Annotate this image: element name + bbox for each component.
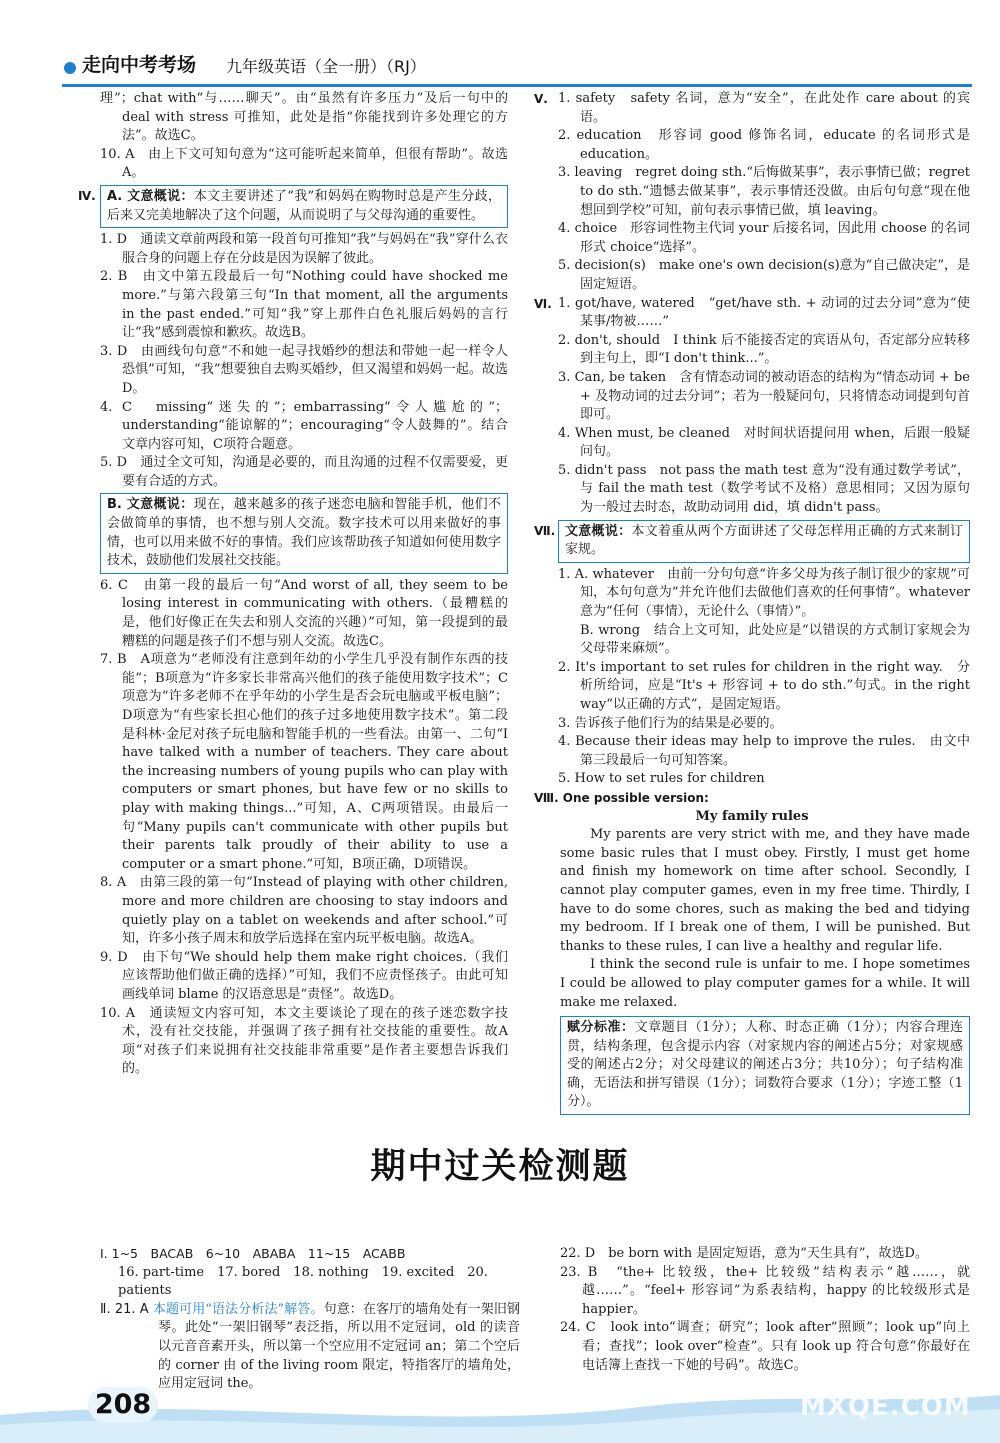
section-label: Ⅶ.: [534, 523, 556, 538]
midterm-left: [100, 1245, 520, 1394]
answer-item: 2. B 由文中第五段最后一句“Nothing could have shocked me more.”与第六段第三句“In that moment, all the arguments in the past ended.”可知“我”穿上那件白色礼服后妈妈的言行让“我”感到震惊和歉疚。故选B。: [100, 269, 508, 341]
answer-item: 3. leaving regret doing sth.“后悔做某事”，表示事情已做；regret to do sth.“遗憾去做某事”，表示事情还没做。由后句句意“现在他想回到学校”可知，前句表示事情已做，填 leaving。: [558, 165, 971, 218]
section-8-label: Ⅷ. One possible version:: [534, 790, 709, 805]
summary-label: A. 文意概说：: [107, 188, 194, 204]
answer-item: 3. D 由画线句句意“不和她一起寻找婚纱的想法和带她一起一样令人恐惧”可知，“我”想要独自去购买婚纱，但又渴望和妈妈一起。故选D。: [100, 343, 508, 396]
section-5: [534, 90, 970, 295]
answer-item: 23. B “the+ 比较级，the+ 比较级”结构表示“越……，就越……”。“feel+ 形容词”为系表结构，happy 的比较级形式是 happier。: [560, 1264, 970, 1317]
essay-paragraph: My parents are very strict with me, and they have made some basic rules that I must obey. Firstly, I must get home and finish my homework on time after school. Secondly, I cannot play computer games, even in my free time. Thirdly, I have to do some chores, such as making the bed and tidying my bedroom. If I break one of them, I will be punished. But thanks to these rules, I can live a healthy and regular life.: [560, 827, 970, 954]
answer-item: 9. D 由下句“We should help them make right choices.（我们应该帮助他们做正确的选择）”可知，我们不应责怪孩子。由此可知画线单词 blame 的汉语意思是“责怪”。故选D。: [100, 949, 508, 1002]
answer-line: Ⅰ. 1~5 BACAB 6~10 ABABA 11~15 ACABB: [100, 1246, 406, 1261]
answer-item: 2. It's important to set rules for children in the right way. 分析所给词，应是“It's + 形容词 + to do sth.”句式。in the right way“以正确的方式”，是固定短语。: [558, 659, 970, 712]
scoring-text: 文章题目（1分）；人称、时态正确（1分）；内容合理连贯，结构条理，包含提示内容（对家规内容的阐述占5分；对家规感受的阐述占2分；对父母建议的阐述占3分；共10分）；句子结构准确，无语法和拼写错误（1分）；词数符合要求（1分）；字迹工整（1分）。: [567, 1020, 963, 1110]
midterm-title: 期中过关检测题: [370, 1147, 630, 1187]
method-hint: 本题可用“语法分析法”解答。: [152, 1301, 324, 1317]
page-header: [0, 0, 1000, 90]
scoring-box: [560, 1016, 970, 1115]
answer-item: 22. D be born with 是固定短语，意为“天生具有”，故选D。: [560, 1246, 928, 1261]
essay-paragraph: I think the second rule is unfair to me. I hope sometimes I could be allowed to play computer games for a while. It will make me relaxed.: [560, 957, 970, 1010]
answer-line: 16. part-time 17. bored 18. nothing 19. excited 20. patients: [118, 1264, 488, 1299]
right-column: [534, 90, 970, 1118]
summary-text: 本文着重从两个方面讲述了父母怎样用正确的方式来制订家规。: [565, 523, 963, 558]
answer-item: 理”；chat with“与……聊天”。由“虽然有许多压力”及后一句中的 deal with stress 可推知，此处是指“你能找到许多处理它的方法”。故选C。: [100, 91, 508, 144]
answer-item: 4. When must, be cleaned 对时间状语提问用 when，后跟一般疑问句。: [558, 425, 970, 460]
answer-item: 3. Can, be taken 含有情态动词的被动语态的结构为“情态动词 + be + 及物动词的过去分词”；若为一般疑问句，只将情态动词提到句首即可。: [558, 369, 970, 423]
answer-item: 2. don't, should I think 后不能接否定的宾语从句，否定部分应转移到主句上，即“I don't think...”。: [558, 332, 970, 367]
answer-item: 5. How to set rules for children: [558, 771, 765, 787]
answer-item: 1. A. whatever 由前一分句句意“许多父母为孩子制订很少的家规”可知，本句句意为“并允许他们去做他们喜欢的任何事情”。whatever 意为“任何（事情），无论什么（事情）”。: [558, 566, 970, 620]
answer-item: 10. A 通读短文内容可知，本文主要谈论了现在的孩子迷恋数字技术，没有社交技能，并强调了孩子拥有社交技能的重要性。故A项“对孩子们来说拥有社交技能非常重要”是作者主要想告诉我们的。: [100, 1005, 508, 1077]
summary-text: 现在，越来越多的孩子迷恋电脑和智能手机，他们不会做简单的事情，也不想与别人交流。数字技术可以用来做好的事情，也可以用来做不好的事情。我们应该帮助孩子知道如何使用数字技术，鼓励他们发展社交技能。: [107, 497, 501, 569]
answer-item: B. wrong 结合上文可知，此处应是“以错误的方式制订家规会为父母带来麻烦”。: [580, 622, 970, 657]
summary-label: 文意概说：: [565, 523, 632, 539]
answer-item: 1. got/have, watered “get/have sth. + 动词的过去分词”意为“使某事/物被……”: [558, 295, 970, 330]
watermark: MXQE.COM: [800, 1392, 971, 1422]
section-4: [78, 183, 508, 231]
answer-item: 1. safety safety 名词，意为“安全”，在此处作 care about 的宾语。: [558, 91, 970, 125]
answer-item: 6. C 由第一段的最后一句“And worst of all, they seem to be losing interest in communicating with others.（最糟糕的是，他们好像正在失去和别人交流的兴趣）”可知，第一段提到的最糟糕的问题是孩子们不想与别人交流。故选C。: [100, 577, 508, 649]
section-6: [534, 295, 970, 518]
summary-box-c: [558, 520, 970, 563]
answer-item: [100, 1301, 520, 1394]
header-divider: [62, 84, 972, 87]
midterm-right: [560, 1245, 970, 1375]
scoring-label: 赋分标准：: [567, 1020, 635, 1036]
answer-item: 8. A 由第三段的第一句“Instead of playing with other children, more and more children are choosing to stay indoors and quietly play on a tablet on weekends and after school.”可知，许多小孩子周末和放学后选择在室内玩平板电脑。故选A。: [100, 875, 508, 947]
book-title: 九年级英语（全一册）（RJ）: [226, 57, 426, 76]
item-number: Ⅱ. 21. A: [100, 1301, 149, 1317]
series-brand: 走向中考考场: [82, 54, 197, 76]
answer-item: 5. decision(s) make one's own decision(s)意为“自己做决定”，是固定短语。: [558, 258, 970, 292]
summary-box-b: [100, 493, 508, 573]
answer-item: 7. B A项意为“老师没有注意到年幼的小学生几乎没有制作东西的技能”；B项意为“许多家长非常高兴他们的孩子能使用数字技术”；C项意为“许多老师不在乎年幼的小学生是否会玩电脑或平板电脑”；D项意为“有些家长担心他们的孩子过多地使用数字技术”。第二段是科林·金尼对孩子玩电脑和智能手机的一些看法。由第一、二句“I have talked with a number of teachers. They care about the increasing numbers of young pupils who can play with computers or smart phones, but have few or no skills to play with making things...”可知，A、C两项错误。由最后一句“Many pupils can't communicate with other pupils but their parents talk proudly of their ability to use a computer or a smart phone.”可知，B项正确，D项错误。: [100, 652, 508, 872]
left-column: [78, 90, 508, 1079]
answer-item: 3. 告诉孩子他们行为的结果是必要的。: [558, 715, 783, 731]
bullet-icon: [64, 62, 76, 74]
answer-item: 2. education 形容词 good 修饰名词，educate 的名词形式是 education。: [558, 128, 970, 162]
answer-item: 24. C look into“调查；研究”；look after“照顾”；look up“向上看；查找”；look over“检查”。只有 look up 符合句意“你最好在电话簿上查找一下她的号码”。故选C。: [560, 1320, 970, 1373]
summary-text: 本文主要讲述了“我”和妈妈在购物时总是产生分歧，后来又完美地解决了这个问题，从而说明了与父母沟通的重要性。: [107, 188, 501, 223]
section-label: Ⅵ.: [534, 296, 552, 311]
section-label: Ⅴ.: [534, 92, 548, 106]
summary-label: B. 文意概说：: [107, 497, 194, 513]
summary-box-a: [100, 185, 508, 228]
answer-item: 5. didn't pass not pass the math test 意为“没有通过数学考试”，与 fail the math test（数学考试不及格）意思相同；又因为原句为一般过去时态，故助动词用 did，填 didn't pass。: [558, 462, 970, 516]
answer-item: 5. D 通过全文可知，沟通是必要的，而且沟通的过程不仅需要爱，更要有合适的方式。: [100, 455, 508, 489]
page-number: 208: [88, 1387, 158, 1423]
answer-item: 4. choice 形容词性物主代词 your 后接名词，因此用 choose 的名词形式 choice“选择”。: [558, 221, 970, 255]
answer-item: 10. A 由上下文可知句意为“这可能听起来简单，但很有帮助”。故选A。: [100, 146, 508, 181]
answer-item: 4. C missing“迷失的”；embarrassing“令人尴尬的”；understanding“能谅解的”；encouraging“令人鼓舞的”。结合文章内容可知，C项符合题意。: [100, 399, 508, 452]
section-label: Ⅳ.: [78, 188, 96, 203]
answer-item: 1. D 通读文章前两段和第一段首句可推知“我”与妈妈在“我”穿什么衣服合身的问题上存在分歧是因为误解了彼此。: [100, 232, 508, 266]
answer-item: 4. Because their ideas may help to improve the rules. 由文中第三段最后一句可知答案。: [558, 734, 970, 768]
section-7: [534, 518, 970, 789]
essay-title: My family rules: [695, 808, 809, 824]
item-text: 句意：在客厅的墙角处有一架旧钢琴。此处“一架旧钢琴”表泛指，所以用不定冠词，old 的读音以元音音素开头，所以第一个空应用不定冠词 an；第二个空后的 corner 由 of the living room 限定，特指客厅的墙角处，应用定冠词 the。: [158, 1301, 520, 1392]
